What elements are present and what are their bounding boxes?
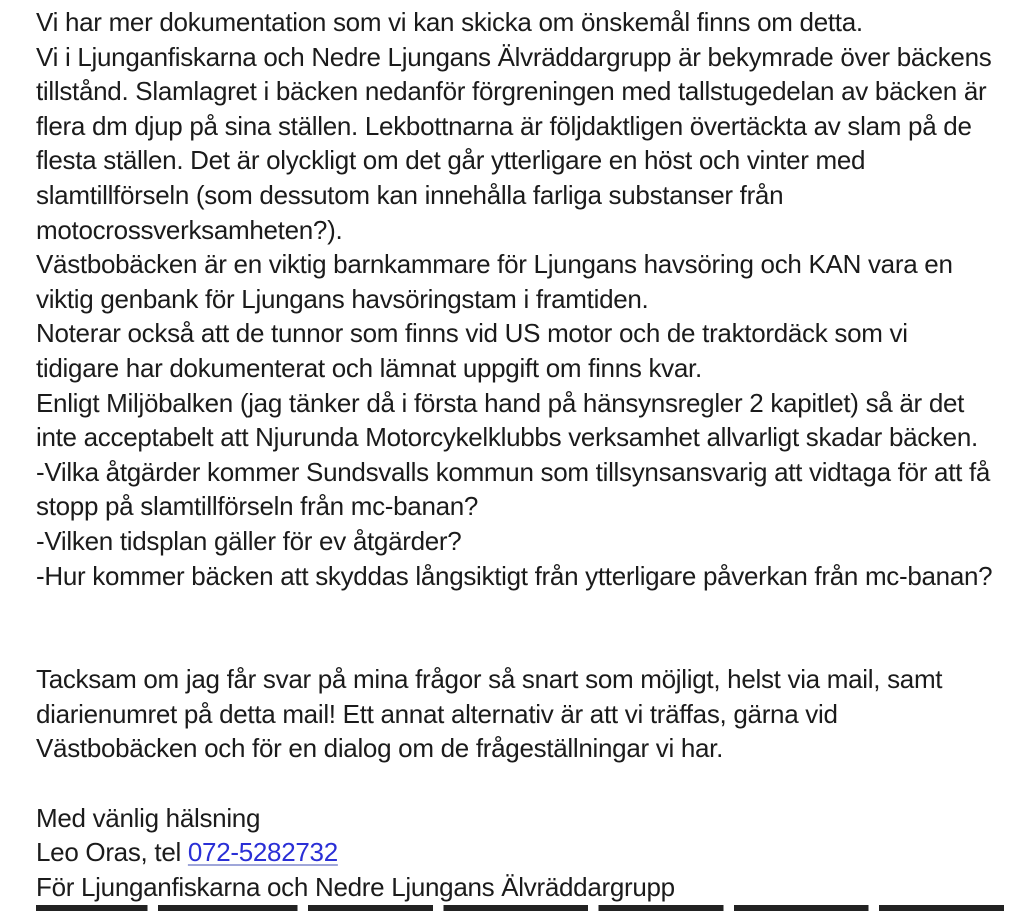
text-line: Vi i Ljunganfiskarna och Nedre Ljungans Älvräddargrupp är bekymrade över bäckens: [36, 41, 992, 72]
text-line: inte acceptabelt att Njurunda Motorcykelklubbs verksamhet allvarligt skadar bäcken.: [36, 422, 978, 453]
text-line: Vi har mer dokumentation som vi kan skicka om önskemål finns om detta.: [36, 7, 863, 37]
text-line: Enligt Miljöbalken (jag tänker då i första hand på hänsynsregler 2 kapitlet) så är det: [36, 387, 965, 418]
text-line: tillstånd. Slamlagret i bäcken nedanför förgreningen med tallstugedelan av bäcken är: [36, 76, 987, 107]
signature-line: [36, 835, 1008, 870]
text-line: [36, 593, 1008, 628]
text-line: -Vilken tidsplan gäller för ev åtgärder?: [36, 525, 462, 556]
text-line: Västbobäcken är en viktig barnkammare för Ljungans havsöring och KAN vara en: [36, 249, 953, 280]
text-line: -Vilka åtgärder kommer Sundsvalls kommun som tillsynsansvarig att vidtaga för att få: [36, 456, 991, 487]
text-line: Noterar också att de tunnor som finns vid US motor och de traktordäck som vi: [36, 318, 908, 349]
text-line: motocrossverksamheten?).: [36, 214, 343, 245]
text-line: viktig genbank för Ljungans havsöringstam i framtiden.: [36, 283, 649, 314]
text-line: Tacksam om jag får svar på mina frågor så snart som möjligt, helst via mail, samt: [36, 664, 943, 695]
text-line: Västbobäcken och för en dialog om de frågeställningar vi har.: [36, 733, 724, 764]
text-line: flesta ställen. Det är olyckligt om det går ytterligare en höst och vinter med: [36, 145, 866, 176]
text-line: tidigare har dokumenterat och lämnat uppgift om finns kvar.: [36, 352, 702, 383]
text-line: stopp på slamtillförseln från mc-banan?: [36, 491, 479, 522]
text-line: För Ljunganfiskarna och Nedre Ljungans Älvräddargrupp: [36, 871, 675, 902]
clipped-text-line-bar: [36, 905, 1004, 911]
text-line: -Hur kommer bäcken att skyddas långsiktigt från ytterligare påverkan från mc-banan?: [36, 560, 993, 591]
email-body: [36, 5, 1008, 904]
text-line: slamtillförseln (som dessutom kan innehålla farliga substanser från: [36, 179, 784, 210]
text-line: diarienumret på detta mail! Ett annat alternativ är att vi träffas, gärna vid: [36, 698, 838, 729]
text-line: flera dm djup på sina ställen. Lekbottnarna är följdaktligen övertäckta av slam på de: [36, 110, 972, 141]
phone-link[interactable]: 072-5282732: [187, 837, 338, 868]
text-line: [36, 628, 1008, 663]
text-line: [36, 766, 1008, 801]
text-line: Med vänlig hälsning: [36, 802, 261, 833]
text-segment: Leo Oras, tel: [36, 837, 188, 868]
